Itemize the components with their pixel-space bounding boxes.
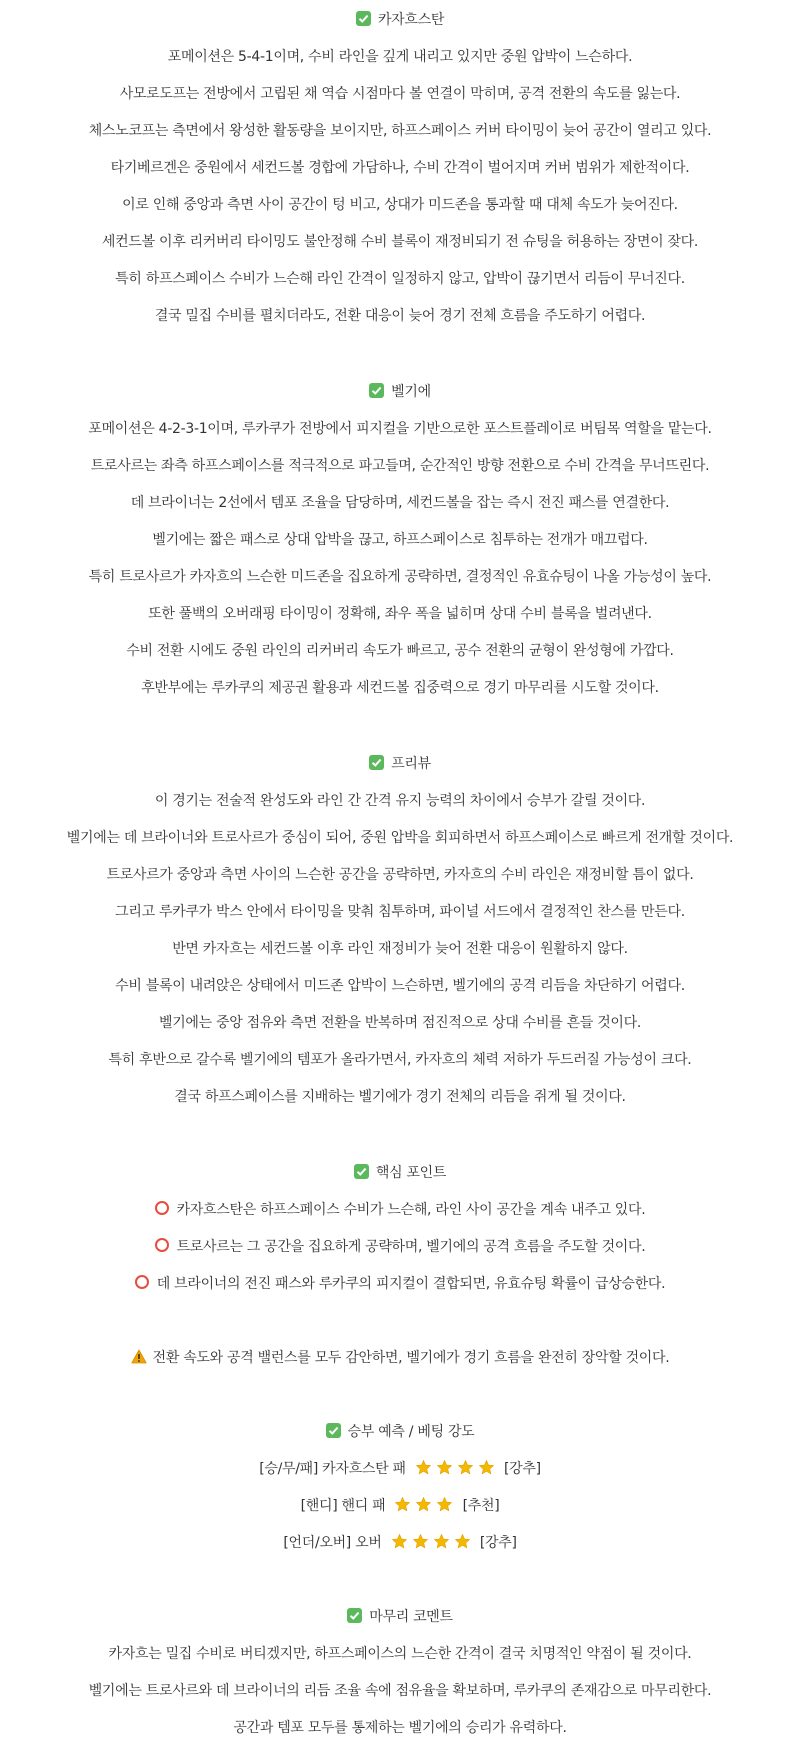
star-icon [415,1496,432,1513]
paragraph-line: 공간과 템포 모두를 통제하는 벨기에의 승리가 유력하다. [233,1720,567,1736]
paragraph-line: 특히 후반으로 갈수록 벨기에의 템포가 올라가면서, 카자흐의 체력 저하가 두드러질 가능성이 크다. [108,1052,692,1068]
star-icon [412,1533,429,1550]
section-heading-kazakhstan [0,8,800,32]
key-point-item [0,1235,800,1259]
star-icon [391,1533,408,1550]
star-icon [457,1459,474,1476]
paragraph-line: 체스노코프는 측면에서 왕성한 활동량을 보이지만, 하프스페이스 커버 타이밍이 늦어 공간이 열리고 있다. [88,123,712,139]
paragraph-line: 결국 하프스페이스를 지배하는 벨기에가 경기 전체의 리듬을 쥐게 될 것이다. [174,1089,626,1105]
section-heading-prediction [0,1420,800,1444]
key-point-text: 데 브라이너의 전진 패스와 루카쿠의 피지컬이 결합되면, 유효슈팅 확률이 급상승한다. [156,1276,666,1292]
paragraph-line: 포메이션은 4-2-3-1이며, 루카쿠가 전방에서 피지컬을 기반으로한 포스트플레이로 버팀목 역할을 맡는다. [88,421,712,437]
section-title: 벨기에 [391,384,431,400]
paragraph-line: 특히 하프스페이스 수비가 느슨해 라인 간격이 일정하지 않고, 압박이 끊기면서 리듬이 무너진다. [115,271,685,287]
red-circle-icon [135,1275,149,1289]
star-rating [392,1494,455,1518]
key-point-text: 카자흐스탄은 하프스페이스 수비가 느슨해, 라인 사이 공간을 계속 내주고 있다. [176,1202,646,1218]
star-icon [436,1496,453,1513]
key-point-item [0,1198,800,1222]
paragraph-line: 벨기에는 데 브라이너와 트로사르가 중심이 되어, 중원 압박을 회피하면서 하프스페이스로 빠르게 전개할 것이다. [66,830,734,846]
pick-tag: [강추] [479,1535,517,1551]
paragraph-line: 이로 인해 중앙과 측면 사이 공간이 텅 비고, 상대가 미드존을 통과할 때 대체 속도가 늦어진다. [122,197,678,213]
star-icon [415,1459,432,1476]
section-title: 승부 예측 / 베팅 강도 [347,1424,475,1440]
prediction-row [0,1494,800,1518]
check-icon [369,755,384,770]
prediction-row [0,1531,800,1555]
check-icon [326,1423,341,1438]
section-title: 핵심 포인트 [375,1165,447,1181]
paragraph-line: 결국 밀집 수비를 펼치더라도, 전환 대응이 늦어 경기 전체 흐름을 주도하기 어렵다. [154,308,646,324]
star-icon [433,1533,450,1550]
paragraph-line: 특히 트로사르가 카자흐의 느슨한 미드존을 집요하게 공략하면, 결정적인 유효슈팅이 나올 가능성이 높다. [88,569,712,585]
star-icon [454,1533,471,1550]
check-icon [369,383,384,398]
key-point-text: 트로사르는 그 공간을 집요하게 공략하며, 벨기에의 공격 흐름을 주도할 것이다. [176,1239,646,1255]
pick-label: [핸디] 핸디 패 [300,1498,386,1514]
pick-tag: [강추] [504,1461,541,1477]
section-title: 마무리 코멘트 [369,1609,453,1625]
star-icon [394,1496,411,1513]
star-icon [436,1459,453,1476]
section-heading-key-points [0,1161,800,1185]
prediction-row [0,1457,800,1481]
paragraph-line: 사모로도프는 전방에서 고립된 채 역습 시점마다 볼 연결이 막히며, 공격 전환의 속도를 잃는다. [119,86,681,102]
section-title: 카자흐스탄 [377,12,445,28]
paragraph-line: 타기베르겐은 중원에서 세컨드볼 경합에 가담하나, 수비 간격이 벌어지며 커버 범위가 제한적이다. [110,160,690,176]
pick-label: [언더/오버] 오버 [283,1535,382,1551]
paragraph-line: 카자흐는 밀집 수비로 버티겠지만, 하프스페이스의 느슨한 간격이 결국 치명적인 약점이 될 것이다. [108,1646,692,1662]
paragraph-line: 그리고 루카쿠가 박스 안에서 타이밍을 맞춰 침투하며, 파이널 서드에서 결정적인 찬스를 만든다. [115,904,685,920]
paragraph-line: 수비 블록이 내려앉은 상태에서 미드존 압박이 느슨하면, 벨기에의 공격 리듬을 차단하기 어렵다. [115,978,685,994]
red-circle-icon [155,1201,169,1215]
section-heading-closing [0,1605,800,1629]
star-rating [413,1457,497,1481]
paragraph-line: 이 경기는 전술적 완성도와 라인 간 간격 유지 능력의 차이에서 승부가 갈릴 것이다. [154,793,646,809]
paragraph-line: 트로사르가 중앙과 측면 사이의 느슨한 공간을 공략하면, 카자흐의 수비 라인은 재정비할 틈이 없다. [106,867,694,883]
paragraph-line: 또한 풀백의 오버래핑 타이밍이 정확해, 좌우 폭을 넓히며 상대 수비 블록을 벌려낸다. [148,606,652,622]
red-circle-icon [155,1238,169,1252]
warning-icon [131,1349,147,1364]
section-title: 프리뷰 [391,756,431,772]
check-icon [356,11,371,26]
paragraph-line: 반면 카자흐는 세컨드볼 이후 라인 재정비가 늦어 전환 대응이 원활하지 않다. [172,941,628,957]
warning-text: 전환 속도와 공격 밸런스를 모두 감안하면, 벨기에가 경기 흐름을 완전히 장악할 것이다. [152,1350,670,1366]
paragraph-line: 수비 전환 시에도 중원 라인의 리커버리 속도가 빠르고, 공수 전환의 균형이 완성형에 가깝다. [126,643,674,659]
section-heading-preview [0,752,800,776]
section-heading-belgium [0,380,800,404]
paragraph-line: 벨기에는 짧은 패스로 상대 압박을 끊고, 하프스페이스로 침투하는 전개가 매끄럽다. [152,532,648,548]
paragraph-line: 벨기에는 트로사르와 데 브라이너의 리듬 조율 속에 점유율을 확보하며, 루카쿠의 존재감으로 마무리한다. [88,1683,712,1699]
check-icon [347,1608,362,1623]
pick-tag: [추천] [462,1498,500,1514]
paragraph-line: 벨기에는 중앙 점유와 측면 전환을 반복하며 점진적으로 상대 수비를 흔들 것이다. [158,1015,642,1031]
key-point-item [0,1272,800,1296]
star-icon [478,1459,495,1476]
star-rating [389,1531,473,1555]
paragraph-line: 후반부에는 루카쿠의 제공권 활용과 세컨드볼 집중력으로 경기 마무리를 시도할 것이다. [141,680,659,696]
pick-label: [승/무/패] 카자흐스탄 패 [259,1461,406,1477]
paragraph-line: 포메이션은 5-4-1이며, 수비 라인을 깊게 내리고 있지만 중원 압박이 느슨하다. [167,49,633,65]
paragraph-line: 데 브라이너는 2선에서 템포 조율을 담당하며, 세컨드볼을 잡는 즉시 전진 패스를 연결한다. [130,495,670,511]
warning-line [0,1346,800,1370]
paragraph-line: 트로사르는 좌측 하프스페이스를 적극적으로 파고들며, 순간적인 방향 전환으로 수비 간격을 무너뜨린다. [90,458,710,474]
paragraph-line: 세컨드볼 이후 리커버리 타이밍도 불안정해 수비 블록이 재정비되기 전 슈팅을 허용하는 장면이 잦다. [101,234,699,250]
check-icon [354,1164,369,1179]
